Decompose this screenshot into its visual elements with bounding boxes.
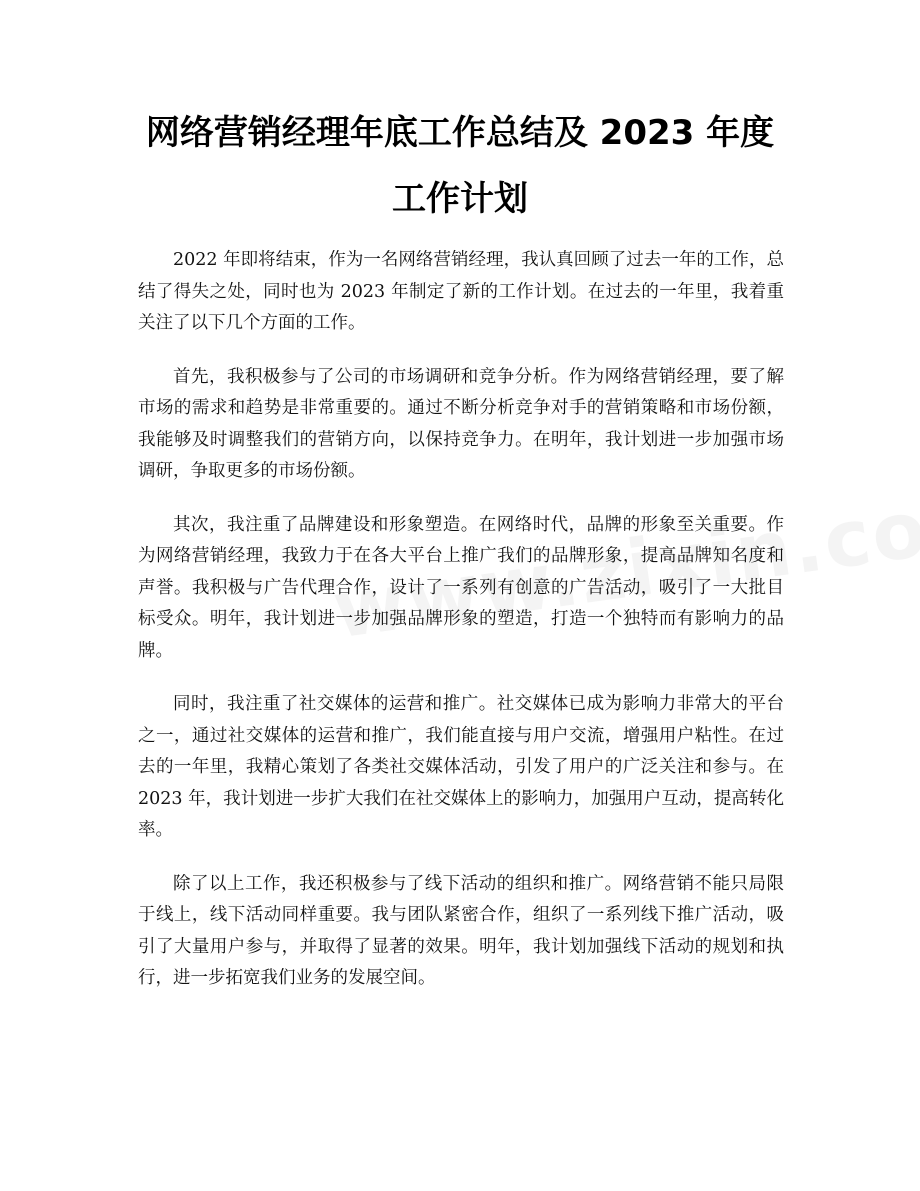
paragraph-social-media: 同时，我注重了社交媒体的运营和推广。社交媒体已成为影响力非常大的平台之一，通过社交媒体的运营和推广，我们能直接与用户交流，增强用户粘性。在过去的一年里，我精心策划了各类社交媒体活动，引发了用户的广泛关注和参与。在 2023 年，我计划进一步扩大我们在社交媒体上的影响力，加强用户互动，提高转化率。 <box>138 694 784 840</box>
paragraph-intro: 2022 年即将结束，作为一名网络营销经理，我认真回顾了过去一年的工作，总结了得失之处，同时也为 2023 年制定了新的工作计划。在过去的一年里，我着重关注了以下几个方面的工作。 <box>138 250 784 333</box>
paragraph-market-research: 首先，我积极参与了公司的市场调研和竞争分析。作为网络营销经理，要了解市场的需求和趋势是非常重要的。通过不断分析竞争对手的营销策略和市场份额，我能够及时调整我们的营销方向，以保持竞争力。在明年，我计划进一步加强市场调研，争取更多的市场份额。 <box>138 366 784 481</box>
document-body <box>138 245 784 1017</box>
paragraph-offline-events: 除了以上工作，我还积极参与了线下活动的组织和推广。网络营销不能只局限于线上，线下活动同样重要。我与团队紧密合作，组织了一系列线下推广活动，吸引了大量用户参与，并取得了显著的效果。明年，我计划加强线下活动的规划和执行，进一步拓宽我们业务的发展空间。 <box>138 873 784 988</box>
document-title: 网络营销经理年底工作总结及 2023 年度工作计划 <box>145 113 775 219</box>
paragraph-brand-building: 其次，我注重了品牌建设和形象塑造。在网络时代，品牌的形象至关重要。作为网络营销经理，我致力于在各大平台上推广我们的品牌形象，提高品牌知名度和声誉。我积极与广告代理合作，设计了一系列有创意的广告活动，吸引了一大批目标受众。明年，我计划进一步加强品牌形象的塑造，打造一个独特而有影响力的品牌。 <box>138 514 784 661</box>
